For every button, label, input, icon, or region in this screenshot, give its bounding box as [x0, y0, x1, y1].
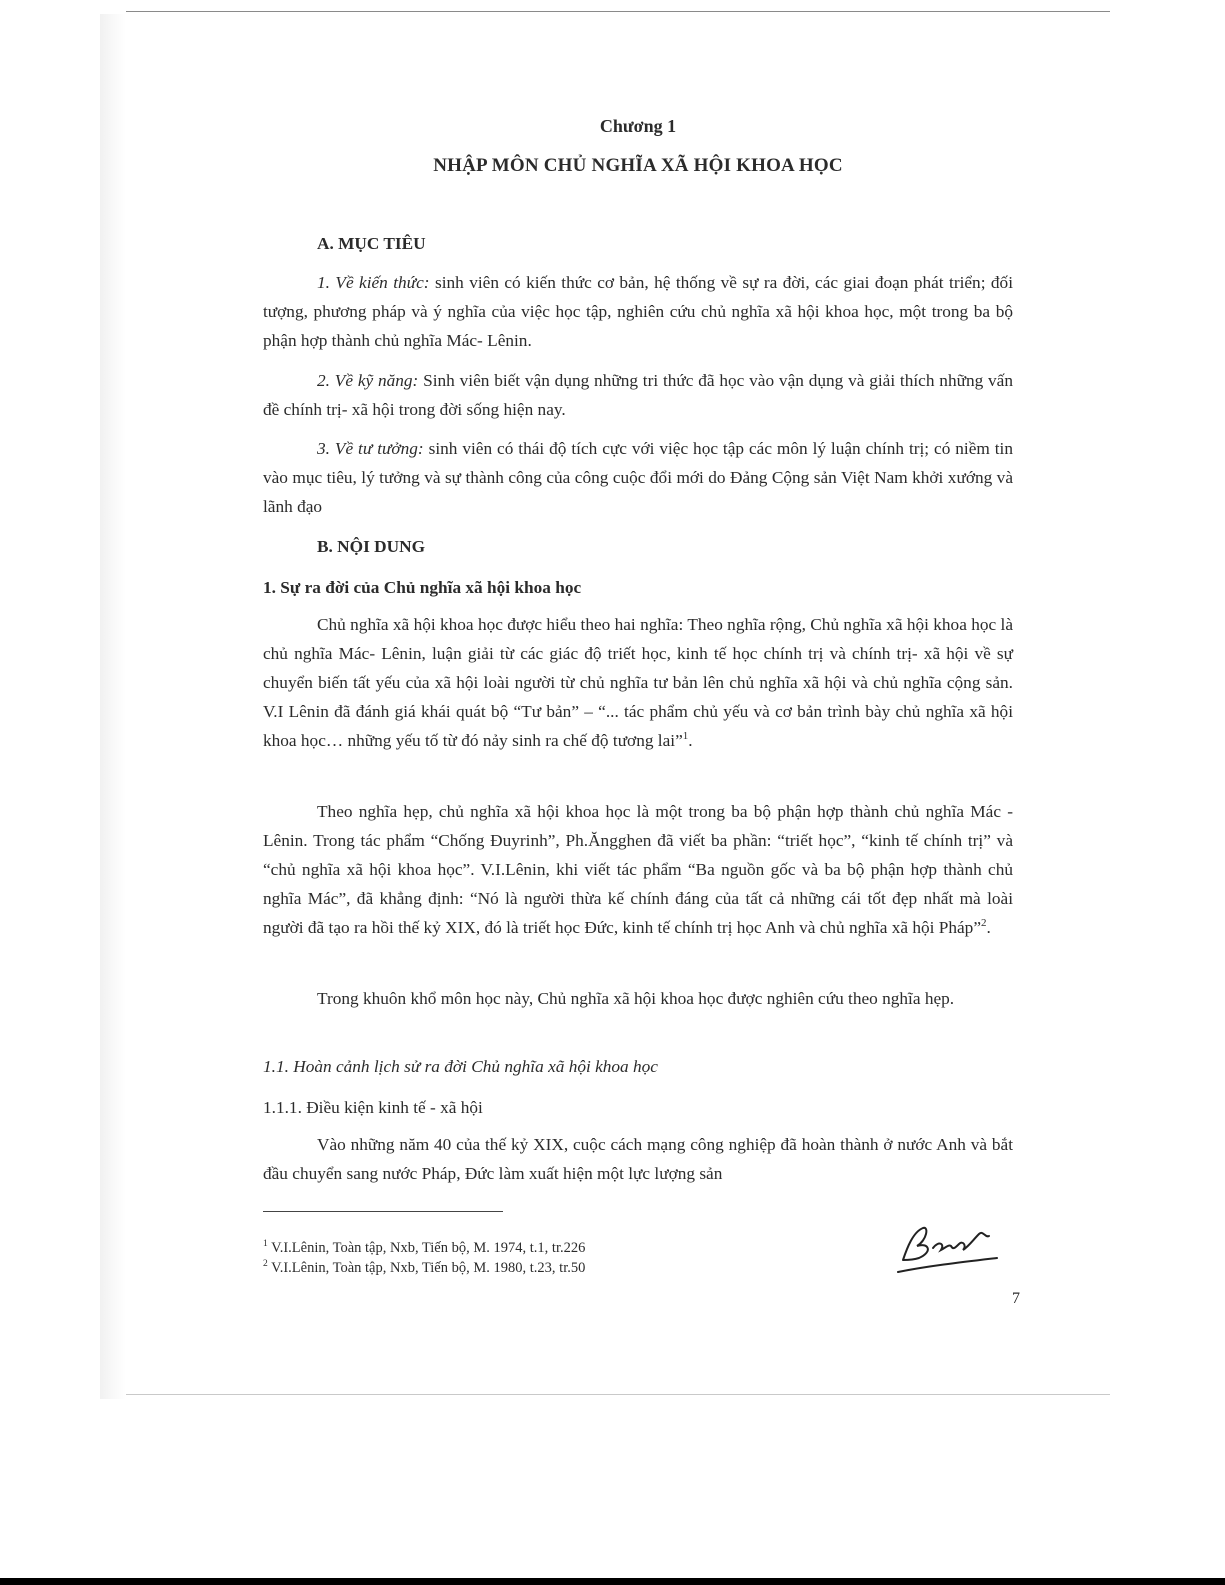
paragraph-text: Chủ nghĩa xã hội khoa học được hiểu theo hai nghĩa: Theo nghĩa rộng, Chủ nghĩa xã hội khoa học là chủ nghĩa Mác- Lênin, luận giải từ các giác độ triết học, kinh tế học chính trị và chính trị- xã hội về sự chuyển biến tất yếu của xã hội loài người từ chủ nghĩa tư bản lên chủ nghĩa xã hội và chủ nghĩa cộng sản. V.I Lênin đã đánh giá khái quát bộ “Tư bản” – “... tác phẩm chủ yếu và cơ bản trình bày chủ nghĩa xã hội khoa học… những yếu tố từ đó nảy sinh ra chế độ tương lai”	[263, 615, 1013, 750]
scan-top-edge	[126, 11, 1110, 12]
subsection-1-1-1: 1.1.1. Điều kiện kinh tế - xã hội	[263, 1098, 483, 1117]
chapter-label: Chương 1	[599, 116, 677, 136]
page-number: 7	[1012, 1290, 1020, 1307]
paragraph-narrow-sense	[263, 797, 1013, 942]
paragraph-economic-conditions: Vào những năm 40 của thế kỷ XIX, cuộc cách mạng công nghiệp đã hoàn thành ở nước Anh và bắt đầu chuyển sang nước Pháp, Đức làm xuất hiện một lực lượng sản	[263, 1135, 1013, 1183]
footnote-item: $^1$ V.I.Lênin, Toàn tập, Nxb, Tiến bộ, M. 1974, t.1, tr.226	[263, 1239, 586, 1256]
objective-knowledge	[263, 268, 1013, 355]
objective-ideology	[263, 434, 1013, 521]
section-b-heading: B. NỘI DUNG	[317, 537, 426, 556]
objective-text: sinh viên có thái độ tích cực với việc học tập các môn lý luận chính trị; có niềm tin vào mục tiêu, lý tưởng và sự thành công của công cuộc đổi mới do Đảng Cộng sản Việt Nam khởi xướng và lãnh đạo	[263, 439, 1013, 516]
scan-shadow	[100, 14, 126, 1399]
footnotes	[263, 1238, 823, 1278]
paragraph-broad-sense	[263, 610, 1013, 755]
section-a-heading: A. MỤC TIÊU	[317, 234, 426, 253]
chapter-title: NHẬP MÔN CHỦ NGHĨA XÃ HỘI KHOA HỌC	[433, 155, 843, 176]
objective-text: sinh viên có kiến thức cơ bản, hệ thống về sự ra đời, các giai đoạn phát triển; đối tượng, phương pháp và ý nghĩa của việc học tập, nghiên cứu chủ nghĩa xã hội khoa học, một trong ba bộ phận hợp thành chủ nghĩa Mác- Lênin.	[263, 273, 1013, 350]
subsection-heading: 1. Sự ra đời của Chủ nghĩa xã hội khoa học	[263, 578, 582, 597]
paragraph-scope: Trong khuôn khổ môn học này, Chủ nghĩa xã hội khoa học được nghiên cứu theo nghĩa hẹp.	[317, 989, 955, 1008]
objective-label: 3. Về tư tưởng:	[317, 439, 424, 458]
footnote-ref: 1	[682, 730, 689, 743]
objective-skills	[263, 366, 1013, 424]
objective-text: Sinh viên biết vận dụng những tri thức đã học vào vận dụng và giải thích những vấn đề chính trị- xã hội trong đời sống hiện nay.	[263, 371, 1013, 419]
objective-label: 1. Về kiến thức:	[317, 273, 430, 292]
objective-label: 2. Về kỹ năng:	[317, 371, 419, 390]
bottom-border	[0, 1578, 1225, 1585]
footnote-ref: 2	[981, 917, 987, 930]
footnote-item: $^2$ V.I.Lênin, Toàn tập, Nxb, Tiến bộ, M. 1980, t.23, tr.50	[263, 1259, 586, 1276]
paragraph-end: .	[986, 918, 991, 937]
subsection-1-1: 1.1. Hoàn cảnh lịch sử ra đời Chủ nghĩa xã hội khoa học	[263, 1057, 658, 1076]
footnote-divider	[263, 1211, 503, 1212]
signature-image	[893, 1218, 1013, 1278]
paragraph-text: Theo nghĩa hẹp, chủ nghĩa xã hội khoa học là một trong ba bộ phận hợp thành chủ nghĩa Mác - Lênin. Trong tác phẩm “Chống Đuyrinh”, Ph.Ăngghen đã viết ba phần: “triết học”, “kinh tế chính trị” và “chủ nghĩa xã hội khoa học”. V.I.Lênin, khi viết tác phẩm “Ba nguồn gốc và ba bộ phận hợp thành chủ nghĩa Mác”, đã khẳng định: “Nó là người thừa kế chính đáng của tất cả những cái tốt đẹp nhất mà loài người đã tạo ra hồi thế kỷ XIX, đó là triết học Đức, kinh tế chính trị học Anh và chủ nghĩa xã hội Pháp”	[263, 802, 1013, 937]
paragraph-end: .	[688, 731, 693, 750]
scan-bottom-edge	[126, 1394, 1110, 1395]
